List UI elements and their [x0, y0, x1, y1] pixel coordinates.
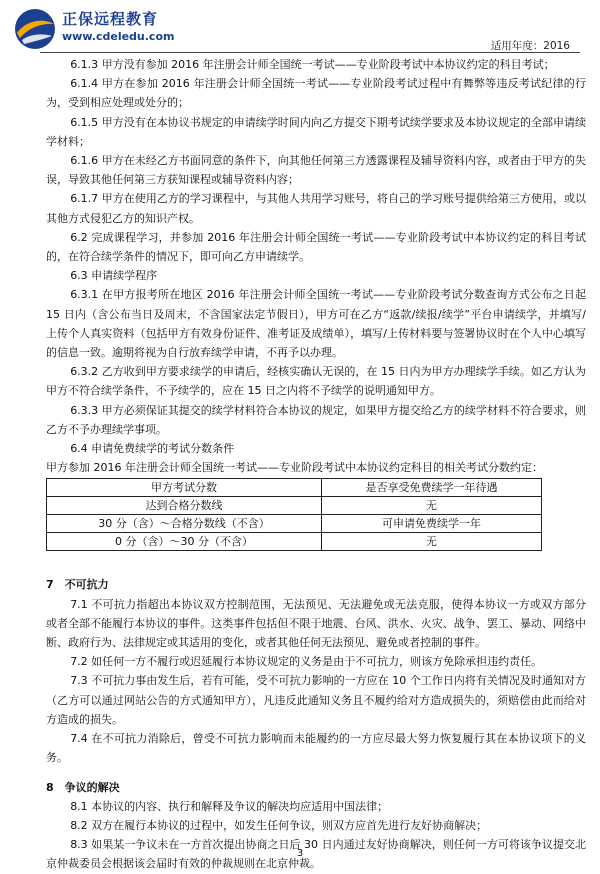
- table-intro: 甲方参加 2016 年注册会计师全国统一考试——专业阶段考试中本协议约定科目的相关考试分数约定：: [46, 461, 543, 475]
- clause-7-3: 7.3 不可抗力事由发生后，若有可能，受不可抗力影响的一方应在 10 个工作日内将有关情况及时通知对方（乙方可以通过网站公告的方式通知甲方），凡违反此通知义务且不履约给对方造成损失的，须赔偿由此而给对方造成的损失。: [46, 674, 586, 726]
- table-cell: 0 分（含）～30 分（不含）: [47, 533, 322, 551]
- table-row: [47, 533, 542, 551]
- table-header-cell: 甲方考试分数: [47, 479, 322, 497]
- page-number: 3: [296, 848, 304, 859]
- table-cell: 30 分（含）～合格分数线（不含）: [47, 515, 322, 533]
- brand-name: 正保远程教育: [62, 10, 159, 28]
- section-7-heading: 7 不可抗力: [46, 578, 109, 592]
- score-table: [46, 478, 542, 551]
- clause-6-1-3: 6.1.3 甲方没有参加 2016 年注册会计师全国统一考试——专业阶段考试中本协议约定的科目考试；: [70, 58, 555, 71]
- table-cell: 无: [322, 533, 542, 551]
- clause-6-1-4: 6.1.4 甲方在参加 2016 年注册会计师全国统一考试——专业阶段考试过程中有舞弊等违反考试纪律的行为，受到相应处理或处分的；: [46, 77, 586, 110]
- table-cell: 可申请免费续学一年: [322, 515, 542, 533]
- table-header-cell: 是否享受免费续学一年待遇: [322, 479, 542, 497]
- clause-7-4: 7.4 在不可抗力消除后，曾受不可抗力影响而未能履约的一方应尽最大努力恢复履行其在本协议项下的义务。: [46, 732, 586, 765]
- clause-6-3-3: 6.3.3 甲方必须保证其提交的续学材料符合本协议的规定，如果甲方提交给乙方的续学材料不符合要求，则乙方不予办理续学事项。: [46, 403, 586, 436]
- table-header-row: [47, 479, 542, 497]
- table-row: [47, 515, 542, 533]
- clause-7-1: 7.1 不可抗力指超出本协议双方控制范围，无法预见、无法避免或无法克服，使得本协议一方或双方部分或者全部不能履行本协议的事件。这类事件包括但不限于地震、台风、洪水、火灾、战争、罢工、暴动、网络中断、政府行为、法律规定或其适用的变化，或者其他任何无法预见、避免或者控制的事件。: [46, 597, 586, 650]
- document-body: [46, 55, 586, 874]
- clause-7-2: 7.2 如任何一方不履行或迟延履行本协议规定的义务是由于不可抗力，则该方免除承担违约责任。: [70, 655, 543, 669]
- year-label: 适用年度：2016: [490, 40, 570, 52]
- header-divider: [40, 52, 580, 53]
- clause-6-3-2: 6.3.2 乙方收到甲方要求续学的申请后，经核实确认无误的，在 15 日内为甲方办理续学手续。如乙方认为甲方不符合续学条件，不予续学的，应在 15 日之内将不予续学的说明通知甲方。: [46, 365, 586, 398]
- table-cell: 无: [322, 497, 542, 515]
- clause-8-3: 8.3 如果某一争议未在一方首次提出协商之日后 30 日内通过友好协商解决，则任何一方可将该争议提交北京仲裁委员会根据该会届时有效的仲裁规则在北京仲裁。: [46, 838, 586, 871]
- section-8-heading: 8 争议的解决: [46, 780, 120, 794]
- page-header: [0, 0, 600, 56]
- clause-6-1-5: 6.1.5 甲方没有在本协议书规定的申请续学时间内向乙方提交下期考试续学要求及本协议规定的全部申请续学材料；: [46, 115, 586, 148]
- clause-6-3-1: 6.3.1 在甲方报考所在地区 2016 年注册会计师全国统一考试——专业阶段考试分数查询方式公布之日起 15 日内（含公布当日及周末，不含国家法定节假日），甲方可在乙方“返款/续报/续学”平台申请续学，并填写/上传个人真实资料（包括甲方有效身份证件、准考证及成绩单），填写/上传材料要与签署协议时在个人中心填写的信息一致。逾期将视为自行放弃续学申请，不再予以办理。: [46, 288, 586, 360]
- clause-8-2: 8.2 双方在履行本协议的过程中，如发生任何争议，则双方应首先进行友好协商解决；: [70, 818, 488, 832]
- clause-6-4: 6.4 申请免费续学的考试分数条件: [70, 442, 235, 456]
- clause-6-1-7: 6.1.7 甲方在使用乙方的学习课程中，与其他人共用学习账号，将自己的学习账号提供给第三方使用，或以其他方式侵犯乙方的知识产权。: [46, 192, 586, 225]
- table-cell: 达到合格分数线: [47, 497, 322, 515]
- clause-6-1-6: 6.1.6 甲方在未经乙方书面同意的条件下，向其他任何第三方透露课程及辅导资料内容，或者由于甲方的失误，导致其他任何第三方获知课程或辅导资料内容；: [46, 154, 586, 187]
- clause-6-2: 6.2 完成课程学习，并参加 2016 年注册会计师全国统一考试——专业阶段考试中本协议约定的科目考试的，在符合续学条件的情况下，即可向乙方申请续学。: [46, 230, 586, 264]
- clause-6-3: 6.3 申请续学程序: [70, 269, 158, 283]
- table-row: [47, 497, 542, 515]
- brand-url: www.cdeledu.com: [62, 30, 175, 43]
- globe-swoosh-logo: [12, 6, 58, 52]
- clause-8-1: 8.1 本协议的内容、执行和解释及争议的解决均应适用中国法律；: [70, 799, 389, 813]
